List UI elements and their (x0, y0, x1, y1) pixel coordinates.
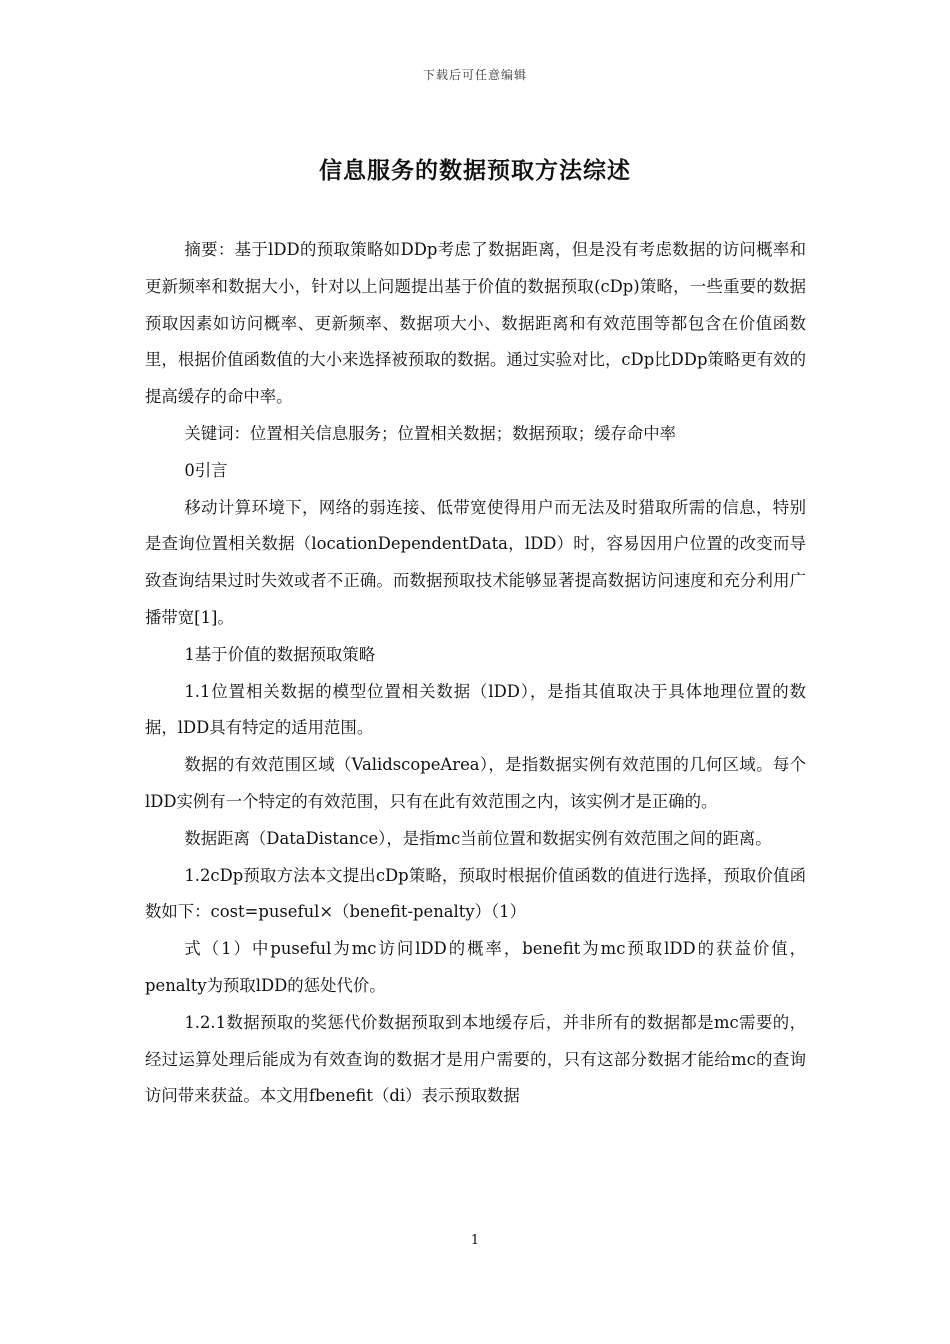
body-paragraph: 数据距离（DataDistance），是指mc当前位置和数据实例有效范围之间的距离。 (184, 828, 772, 848)
page-number: 1 (470, 1233, 480, 1248)
page-header-note: 下载后可任意编辑 (422, 68, 527, 82)
section-heading-strategy: 1基于价值的数据预取策略 (184, 644, 376, 664)
document-title: 信息服务的数据预取方法综述 (319, 158, 631, 184)
section-heading-introduction: 0引言 (184, 460, 228, 480)
body-paragraph: 数据的有效范围区域（ValidscopeArea），是指数据实例有效范围的几何区域。每个lDD实例有一个特定的有效范围，只有在此有效范围之内，该实例才是正确的。 (145, 755, 806, 811)
body-paragraph: 移动计算环境下，网络的弱连接、低带宽使得用户而无法及时猎取所需的信息，特别是查询位置相关数据（locationDependentData，lDD）时，容易因用户位置的改变而导致查询结果过时失效或者不正确。而数据预取技术能够显著提高数据访问速度和充分利用广播带宽[1]。 (145, 497, 806, 627)
keywords-paragraph: 关键词：位置相关信息服务；位置相关数据；数据预取；缓存命中率 (184, 423, 677, 443)
body-paragraph: 1.2.1数据预取的奖惩代价数据预取到本地缓存后，并非所有的数据都是mc需要的，经过运算处理后能成为有效查询的数据才是用户需要的，只有这部分数据才能给mc的查询访问带来获益。本文用fbenefit（di）表示预取数据 (145, 1012, 806, 1106)
body-paragraph: 式（1）中puseful为mc访问lDD的概率，benefit为mc预取lDD的获益价值，penalty为预取lDD的惩处代价。 (145, 939, 806, 995)
body-paragraph: 1.2cDp预取方法本文提出cDp策略，预取时根据价值函数的值进行选择，预取价值函数如下：cost=puseful×（benefit-penalty）（1） (145, 865, 806, 922)
body-paragraph: 1.1位置相关数据的模型位置相关数据（lDD），是指其值取决于具体地理位置的数据，lDD具有特定的适用范围。 (145, 681, 806, 738)
abstract-paragraph: 摘要：基于lDD的预取策略如DDp考虑了数据距离，但是没有考虑数据的访问概率和更新频率和数据大小，针对以上问题提出基于价值的数据预取(cDp)策略，一些重要的数据预取因素如访问概率、更新频率、数据项大小、数据距离和有效范围等都包含在价值函数里，根据价值函数值的大小来选择被预取的数据。通过实验对比，cDp比DDp策略更有效的提高缓存的命中率。 (145, 240, 806, 407)
document-body (145, 232, 806, 1115)
